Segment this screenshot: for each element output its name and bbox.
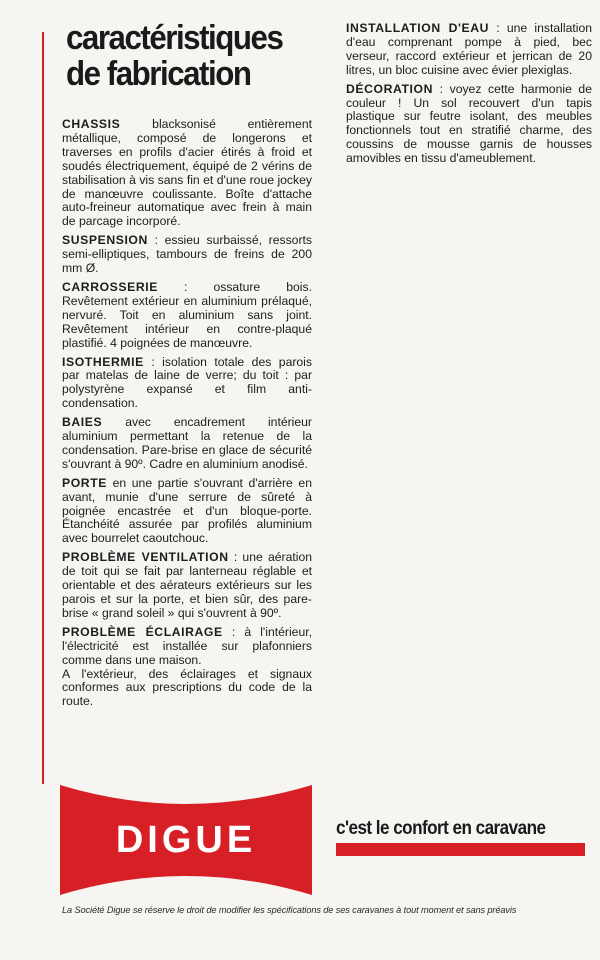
slogan-underline-bar bbox=[336, 843, 585, 856]
title-line-2: de fabrication bbox=[66, 55, 251, 93]
spec-suspension bbox=[62, 234, 312, 276]
spec-eclairage bbox=[62, 626, 312, 668]
spec-heading: INSTALLATION D'EAU bbox=[346, 21, 490, 35]
digue-logo bbox=[60, 785, 312, 895]
footer-disclaimer: La Société Digue se réserve le droit de modifier les spécifications de ses caravanes à tout moment et sans préavis bbox=[62, 905, 517, 915]
spec-heading: PORTE bbox=[62, 475, 107, 490]
spec-porte bbox=[62, 477, 312, 547]
spec-eclairage-exterieur bbox=[62, 668, 312, 710]
left-column bbox=[62, 118, 312, 714]
spec-isothermie bbox=[62, 356, 312, 412]
spec-text: avec encadrement intérieur aluminium permettant la retenue de la condensation. Pare-brise en glace de sécurité s'ouvrant à 90º. Cadre en aluminium anodisé. bbox=[62, 415, 312, 471]
spec-heading: PROBLÈME ÉCLAIRAGE bbox=[62, 624, 223, 639]
title-line-1: caractéristiques bbox=[66, 19, 283, 57]
spec-text: A l'extérieur, des éclairages et signaux conformes aux prescriptions du code de la route. bbox=[62, 666, 312, 709]
spec-decoration bbox=[346, 83, 592, 166]
spec-baies bbox=[62, 416, 312, 472]
spec-heading: CARROSSERIE bbox=[62, 279, 158, 294]
spec-heading: PROBLÈME VENTILATION bbox=[62, 550, 229, 565]
page-title bbox=[66, 20, 314, 92]
spec-text: : voyez cette harmonie de couleur ! Un sol recouvert d'un tapis plastique sur feutre isolant, des meubles fonctionnels tout en stratifié charme, des coussins de mousse garnis de housses amovibles en tissu d'ameublement. bbox=[346, 81, 592, 166]
spec-carrosserie bbox=[62, 281, 312, 351]
spec-text: : une aération de toit qui se fait par lanterneau réglable et orientable et des aérateurs extérieurs sur les parois et sur la porte, et bien sûr, des pare-brise « grand soleil » qui s'ouvrent à 90º. bbox=[62, 550, 313, 620]
spec-heading: ISOTHERMIE bbox=[62, 354, 144, 369]
spec-text: : ossature bois. Revêtement extérieur en aluminium prélaqué, nervuré. Toit en aluminium sans joint. Revêtement intérieur en contre-plaqué plastifié. 4 poignées de manœuvre. bbox=[62, 279, 312, 350]
spec-text: blacksonisé entièrement métallique, composé de longerons et traverses en profils d'acier étirés à froid et soudés électriquement, équipé de 2 vérins de stabilisation à vis sans fin et d'une roue jockey de manœuvre coulissante. Boîte d'attache auto-freineur automatique avec frein à main de parcage incorporé. bbox=[62, 117, 312, 229]
logo-wordmark: DIGUE bbox=[115, 818, 257, 861]
slogan: c'est le confort en caravane bbox=[336, 818, 546, 839]
right-column bbox=[346, 22, 592, 171]
spec-text: : isolation totale des parois par matelas de laine de verre; du toit : par polystyrène expansé et film anti-condensation. bbox=[62, 354, 312, 411]
spec-heading: SUSPENSION bbox=[62, 233, 148, 248]
spec-heading: BAIES bbox=[62, 415, 103, 430]
spec-text: : essieu surbaissé, ressorts semi-elliptiques, tambours de freins de 200 mm Ø. bbox=[62, 233, 312, 276]
spec-ventilation bbox=[62, 551, 312, 621]
spec-text: : une installation d'eau comprenant pompe à pied, bec verseur, raccord extérieur et jerrican de 20 litres, un bloc cuisine avec évier plexiglas. bbox=[346, 21, 593, 77]
spec-heading: CHASSIS bbox=[62, 117, 121, 131]
spec-text: en une partie s'ouvrant d'arrière en avant, munie d'une serrure de sûreté à poignée encastrée et d'un bloque-porte. Étanchéité assurée par profilés aluminium avec bourrelet caoutchouc. bbox=[62, 475, 312, 546]
spec-heading: DÉCORATION bbox=[346, 81, 434, 96]
spec-chassis bbox=[62, 118, 312, 229]
red-vertical-rule bbox=[42, 32, 44, 784]
spec-installation-eau bbox=[346, 22, 592, 78]
spec-text: : à l'intérieur, l'électricité est installée sur plafonniers comme dans une maison. bbox=[62, 624, 312, 667]
